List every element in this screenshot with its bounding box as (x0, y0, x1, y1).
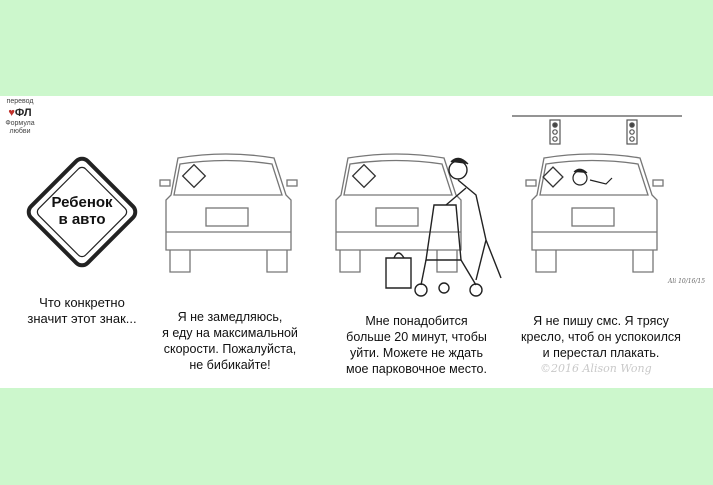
caption-line: Я не замедляюсь, (177, 310, 283, 324)
caption-line: и перестал плакать. (542, 346, 660, 360)
traffic-lights-drawing (512, 112, 682, 152)
caption-line: я еду на максимальной (162, 326, 298, 340)
sign-text (42, 194, 122, 228)
formula-love-logo (8, 107, 32, 119)
car-rear-drawing (156, 150, 301, 280)
caption-line: Что конкретно (39, 295, 125, 310)
caption-line: мое парковочное место. (346, 362, 487, 376)
heart-icon: ♥ (8, 107, 15, 119)
translator-credit (2, 98, 38, 136)
caption-line: больше 20 минут, чтобы (346, 330, 487, 344)
caption-line: скорости. Пожалуйста, (163, 342, 297, 356)
caption-panel-3 (334, 313, 499, 377)
logo-letters: ФЛ (14, 107, 32, 119)
credit-bottom-text-2: любви (9, 128, 31, 135)
copyright-watermark: ©2016 Alison Wong (540, 362, 652, 375)
car-with-driver-drawing (522, 150, 667, 280)
credit-bottom-text-1: Формула (5, 120, 35, 127)
caption-line: Я не пишу смс. Я трясу (533, 314, 669, 328)
caption-line: уйти. Можете не ждать (349, 346, 484, 360)
caption-line: значит этот знак... (27, 311, 137, 326)
car-with-parent-and-stroller-drawing (326, 150, 516, 310)
caption-panel-1 (20, 295, 144, 327)
caption-panel-2 (150, 309, 310, 373)
artist-signature: Ali 10/16/15 (668, 278, 706, 285)
sign-line-2: в авто (58, 211, 106, 228)
caption-panel-4 (512, 313, 690, 361)
caption-line: Мне понадобится (365, 314, 468, 328)
caption-line: не бибикайте! (189, 358, 271, 372)
credit-top-text: перевод (6, 98, 34, 105)
caption-line: кресло, чтоб он успокоился (521, 330, 681, 344)
sign-line-1: Ребенок (51, 194, 113, 211)
